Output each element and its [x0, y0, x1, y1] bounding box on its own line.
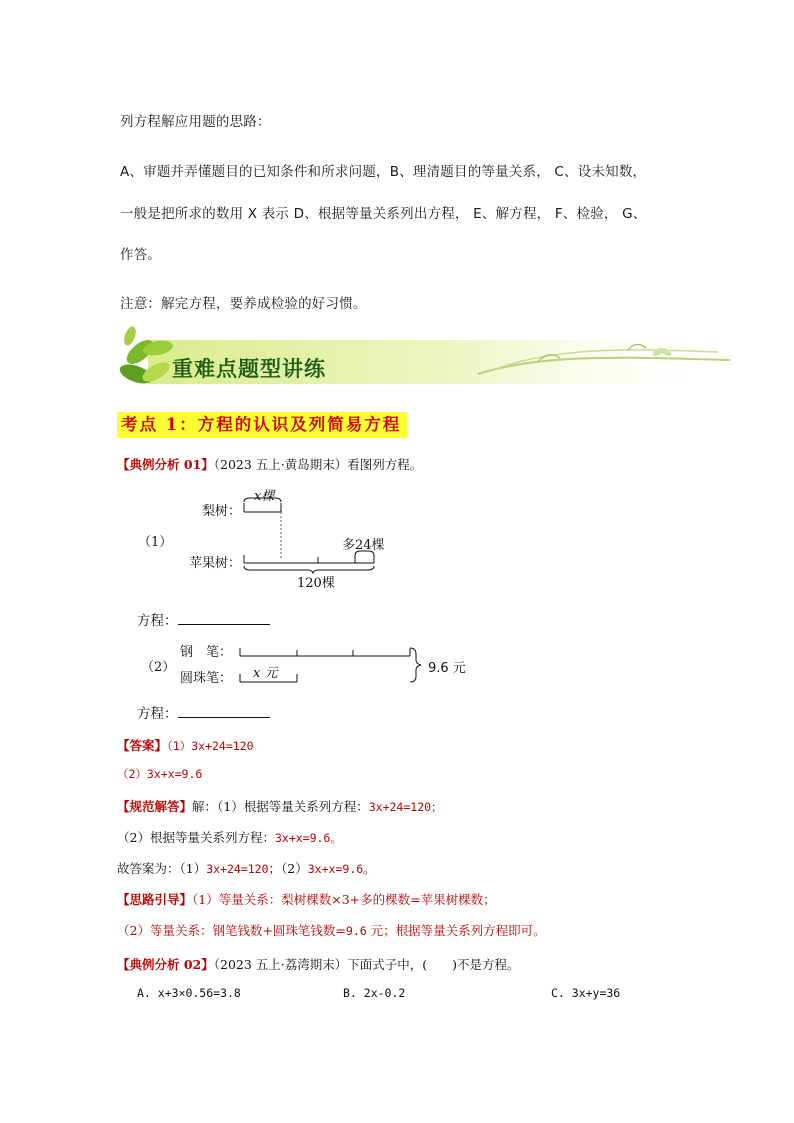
choice-b[interactable]: B. 2x-0.2	[343, 986, 406, 1000]
example-tag: 【典例分析 01】	[117, 457, 214, 472]
guide-line-1	[117, 890, 496, 908]
equation-blank[interactable]	[178, 705, 270, 718]
guide-text: 元；根据等量关系列方程即可。	[366, 923, 546, 938]
diagram1-number: （1）	[138, 535, 173, 550]
diagram2-x-label: x 元	[253, 666, 278, 681]
conclusion-text: 故答案为：（1）	[117, 861, 207, 876]
equation-label: 方程：	[137, 706, 178, 722]
guide-line-2	[117, 921, 546, 939]
example-question: （2023 五上·荔湾期末）下面式子中，( )不是方程。	[213, 957, 520, 972]
conclusion-line	[117, 859, 376, 877]
solution-equation: 3x+x=9.6。	[274, 831, 342, 845]
solution-text: （2）根据等量关系列方程：	[117, 830, 275, 845]
example-tag: 【典例分析 02】	[117, 957, 214, 972]
choice-a[interactable]: A. x+3×0.56=3.8	[137, 986, 241, 1000]
conclusion-text: 。	[363, 861, 376, 876]
guide-text: （2）等量关系：钢笔钱数+圆珠笔钱数=	[117, 923, 346, 938]
diagram2-total-label: 9.6 元	[428, 661, 466, 676]
answer-text: （2）3x+x=9.6	[117, 767, 203, 781]
diagram1-x-label: x棵	[254, 489, 275, 504]
answer-text: （1）3x+24=120	[167, 739, 254, 753]
guide-tag: 【思路引导】	[117, 892, 193, 907]
choice-c[interactable]: C. 3x+y=36	[551, 986, 621, 1000]
example-source: （2023 五上·黄岛期末）看图列方程。	[213, 457, 423, 472]
conclusion-text: ；（2）	[268, 861, 308, 876]
topic-heading: 考点 1：方程的认识及列简易方程	[117, 412, 407, 438]
solution-tag: 【规范解答】	[117, 799, 193, 814]
guide-value: 9.6	[345, 924, 367, 938]
conclusion-equation: 3x+24=120	[206, 862, 269, 876]
answer-line-2	[117, 766, 202, 782]
equation-label: 方程：	[137, 613, 178, 629]
intro-heading: 列方程解应用题的思路：	[120, 114, 271, 130]
diagram2-ball-label: 圆珠笔：	[180, 671, 233, 686]
solution-line-2	[117, 828, 342, 846]
diagram1-pear-label: 梨树：	[202, 504, 242, 519]
diagram1-total-label: 120棵	[297, 576, 335, 591]
conclusion-equation: 3x+x=9.6	[307, 862, 364, 876]
diagram1-more-label: 多24棵	[342, 538, 385, 553]
guide-text: （1）等量关系：梨树棵数×3+多的棵数=苹果树棵数；	[192, 892, 496, 907]
solution-equation: 3x+24=120；	[368, 800, 443, 814]
intro-line: 作答。	[120, 247, 162, 263]
intro-note: 注意：解完方程，要养成检验的好习惯。	[120, 296, 367, 312]
answer-tag: 【答案】	[117, 738, 168, 753]
banner-title: 重难点题型讲练	[172, 357, 326, 381]
intro-line: 一般是把所求的数用 X 表示 D、根据等量关系列出方程， E、解方程， F、检验， G、	[120, 206, 647, 222]
diagram2-number: （2）	[141, 660, 176, 675]
equation-line-2	[137, 702, 270, 722]
diagram1-apple-label: 苹果树：	[189, 556, 242, 571]
intro-line: A、审题并弄懂题目的已知条件和所求问题，B、理清题目的等量关系， C、设未知数，	[120, 164, 647, 180]
solution-line-1	[117, 797, 443, 815]
diagram2-pen-label: 钢 笔：	[180, 645, 233, 660]
example2-heading	[117, 955, 520, 973]
answer-line-1	[117, 736, 254, 754]
solution-text: 解：（1）根据等量关系列方程：	[192, 799, 369, 814]
